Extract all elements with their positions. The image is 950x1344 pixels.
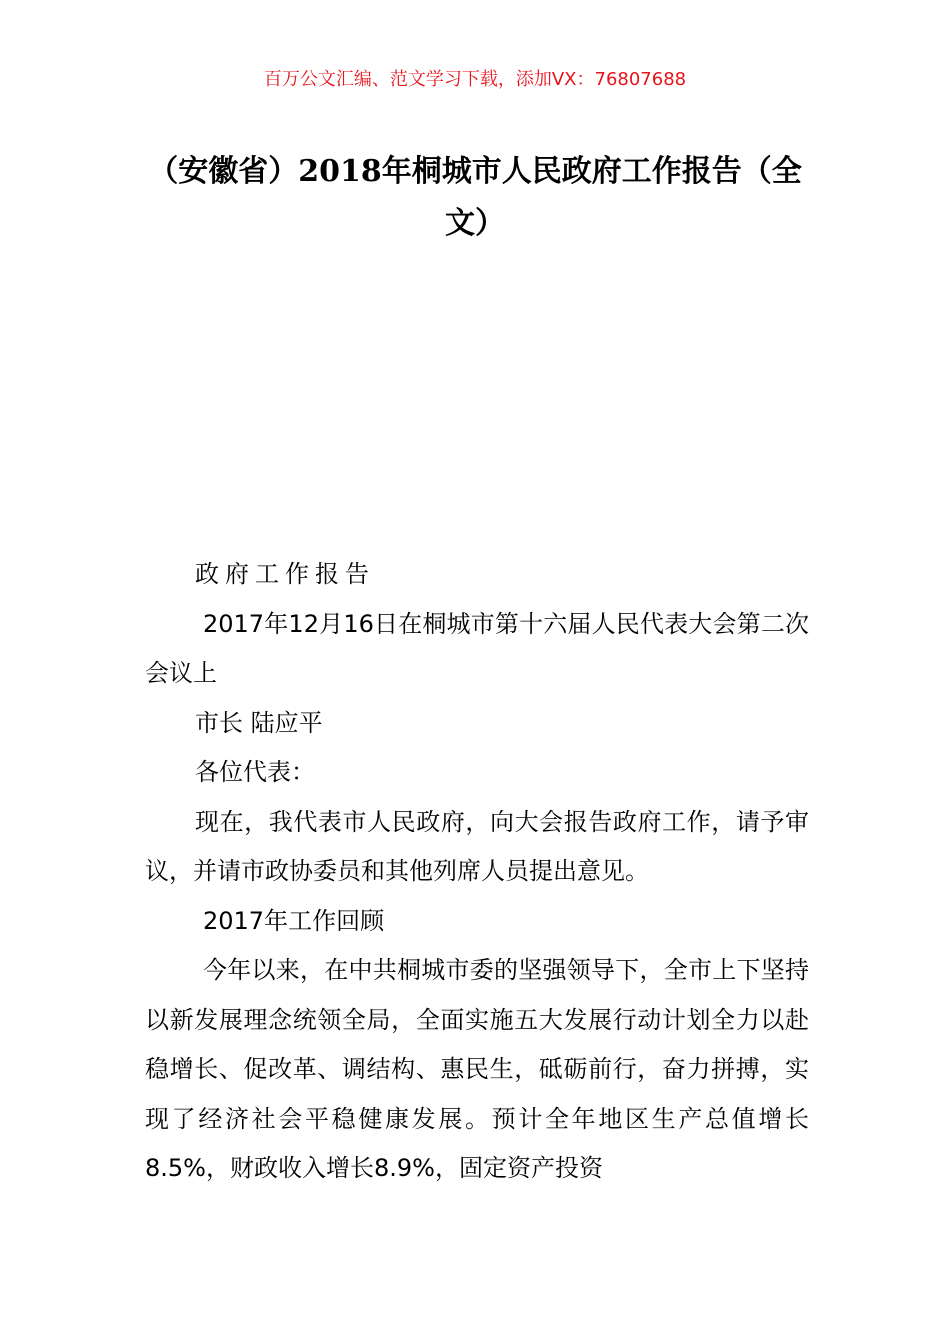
salutation: 各位代表： bbox=[195, 758, 315, 786]
paragraph-1: 现在，我代表市人民政府，向大会报告政府工作，请予审议，并请市政协委员和其他列席人员提出意见。 bbox=[145, 807, 809, 885]
header-note: 百万公文汇编、范文学习下载，添加VX：76807688 bbox=[263, 69, 687, 90]
paragraph-2: 今年以来，在中共桐城市委的坚强领导下，全市上下坚持以新发展理念统领全局，全面实施五大发展行动计划全力以赴稳增长、促改革、调结构、惠民生，砥砺前行，奋力拼搏，实现了经济社会平稳健康发展。预计全年地区生产总值增长8.5%，财政收入增长8.9%，固定资产投资 bbox=[145, 956, 809, 1182]
meeting-info: 2017年12月16日在桐城市第十六届人民代表大会第二次会议上 bbox=[145, 609, 809, 687]
section-heading: 2017年工作回顾 bbox=[203, 906, 385, 935]
document-title: （安徽省）2018年桐城市人民政府工作报告（全文） bbox=[148, 154, 802, 241]
speaker-line: 市长 陆应平 bbox=[195, 708, 323, 737]
report-heading: 政府工作报告 bbox=[195, 560, 375, 588]
document-body bbox=[145, 550, 809, 1194]
